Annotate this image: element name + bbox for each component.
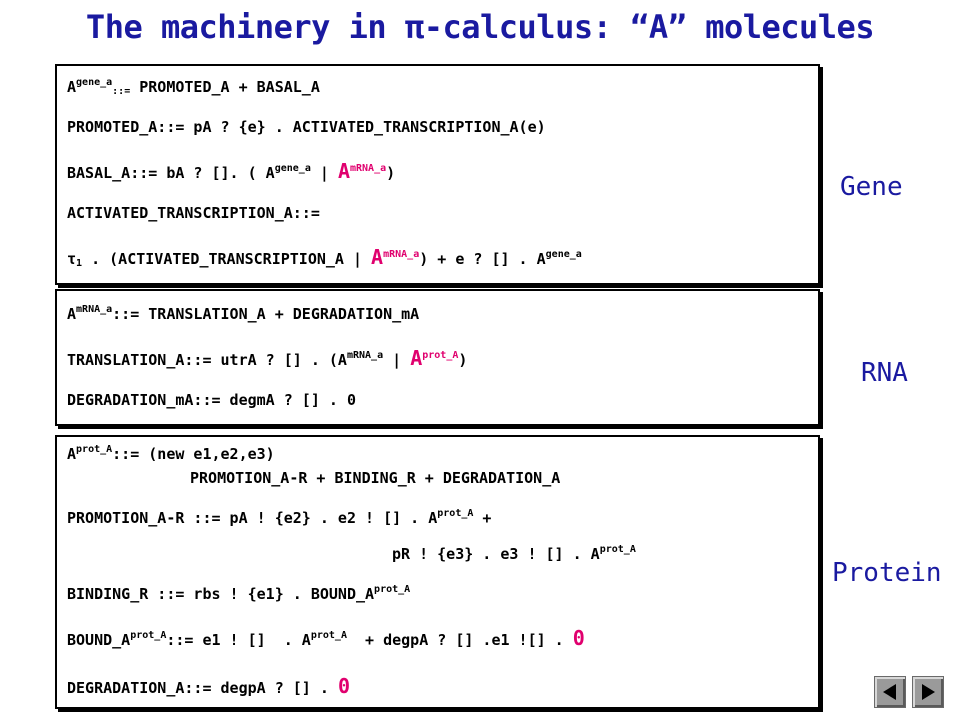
rna-line-2: TRANSLATION_A::= utrA ? [] . ($A^{mRNA\_a}$ | $A^{prot\_A}$)	[67, 346, 468, 370]
gene-label: Gene	[840, 172, 903, 202]
gene-line-5: $\tau_1$ . (ACTIVATED_TRANSCRIPTION_A | $A^{mRNA\_a}) + e$ ? [] . $A^{gene\_a}$	[67, 245, 582, 269]
protein-label: Protein	[832, 558, 942, 588]
protein-line-5: BINDING_R ::= rbs ! {e1} . $BOUND\_A^{prot\_A}$	[67, 584, 411, 603]
gene-line-2: PROMOTED_A::= pA ? {e} . ACTIVATED_TRANSCRIPTION_A(e)	[67, 118, 546, 136]
rna-label: RNA	[861, 358, 908, 388]
gene-line-4: ACTIVATED_TRANSCRIPTION_A::=	[67, 204, 320, 222]
protein-definition-box	[55, 435, 820, 709]
triangle-left-icon	[875, 677, 905, 707]
rna-definition-box	[55, 289, 820, 426]
slide-title: The machinery in π-calculus: “A” molecules	[85, 8, 875, 46]
protein-line-7: DEGRADATION_A::= degpA ? [] . 0	[67, 674, 350, 698]
protein-line-2: PROMOTION_A-R + BINDING_R + DEGRADATION_A	[190, 469, 561, 487]
next-slide-button[interactable]	[912, 676, 944, 708]
rna-line-1: $A^{mRNA\_a}::=$ TRANSLATION_A + DEGRADATION_mA	[67, 304, 420, 323]
protein-line-4: pR ! {e3} . e3 ! [] . $A^{prot\_A}$	[392, 544, 636, 563]
gene-definition-box	[55, 64, 820, 285]
protein-line-1: $A^{prot\_A}::= (new$ e1,e2,e3)	[67, 444, 275, 463]
protein-line-3: PROMOTION_A-R ::= pA ! {e2} . e2 ! [] . $A^{prot\_A}$ +	[67, 508, 492, 527]
gene-line-1: $A^{gene\_a}_{::=}$ PROMOTED_A + BASAL_A	[67, 77, 320, 97]
rna-line-3: DEGRADATION_mA::= degmA ? [] . 0	[67, 391, 356, 409]
triangle-right-icon	[913, 677, 943, 707]
prev-slide-button[interactable]	[874, 676, 906, 708]
gene-line-3: BASAL_A::= bA ? []. ( $A^{gene\_a}$ | $A^{mRNA\_a}$)	[67, 159, 396, 183]
protein-line-6: $BOUND\_A^{prot\_A}::= e1$ ! [] . $A^{prot\_A}$ + degpA ? [] .e1 ![] . 0	[67, 626, 585, 650]
